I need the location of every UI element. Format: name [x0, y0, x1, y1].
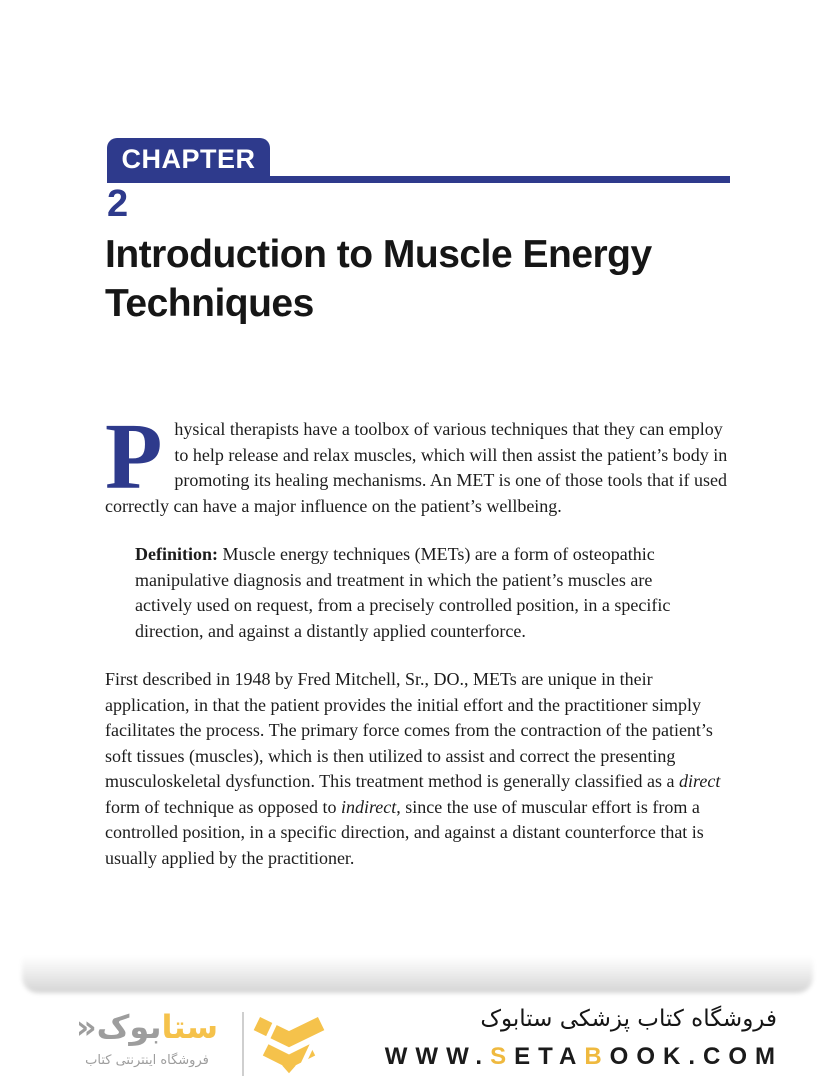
setabook-logo-wordmark: ستابوک«	[75, 1008, 219, 1046]
setabook-logo-tagline: فروشگاه اینترنتی کتاب	[85, 1053, 209, 1068]
body-text	[105, 405, 733, 871]
history-paragraph: First described in 1948 by Fred Mitchell, Sr., DO., METs are unique in their application, in that the patient provides the initial effort and the practitioner simply facilitates the process. The primary force comes from the contraction of the patient’s soft tissues (muscles), which is then utilized to assist and correct the presenting musculoskeletal dysfunction. This treatment method is generally classified as a direct form of technique as opposed to indirect, since the use of muscular effort is from a controlled position, in a specific direction, and against a distant counterforce that is usually applied by the practitioner.	[105, 669, 721, 868]
chapter-number: 2	[107, 183, 129, 225]
chapter-label: CHAPTER	[121, 144, 256, 174]
intro-paragraph	[105, 405, 733, 519]
intro-text: hysical therapists have a toolbox of various techniques that they can employ to help release and relax muscles, which will then assist the patient’s body in promoting its healing mechanisms. An MET is one of those tools that if used correctly can have a major influence on the patient’s wellbeing.	[105, 419, 728, 516]
logo-divider-line	[242, 1012, 244, 1076]
chevron-emblem-icon	[252, 1013, 326, 1077]
website-url: WWW.SETABOOK.COM	[384, 1043, 783, 1070]
definition-paragraph: Definition: Muscle energy techniques (METs) are a form of osteopathic manipulative diagnosis and treatment in which the patient’s muscles are actively used on request, from a precisely controlled position, in a specific direction, and against a distantly applied counterforce.	[135, 544, 671, 641]
drop-cap: P	[105, 405, 163, 509]
store-name: فروشگاه کتاب پزشکی ستابوک	[480, 1006, 777, 1032]
chapter-title: Introduction to Muscle Energy Techniques	[105, 233, 652, 325]
page-bottom-shadow	[22, 956, 813, 993]
chapter-banner	[107, 138, 270, 183]
